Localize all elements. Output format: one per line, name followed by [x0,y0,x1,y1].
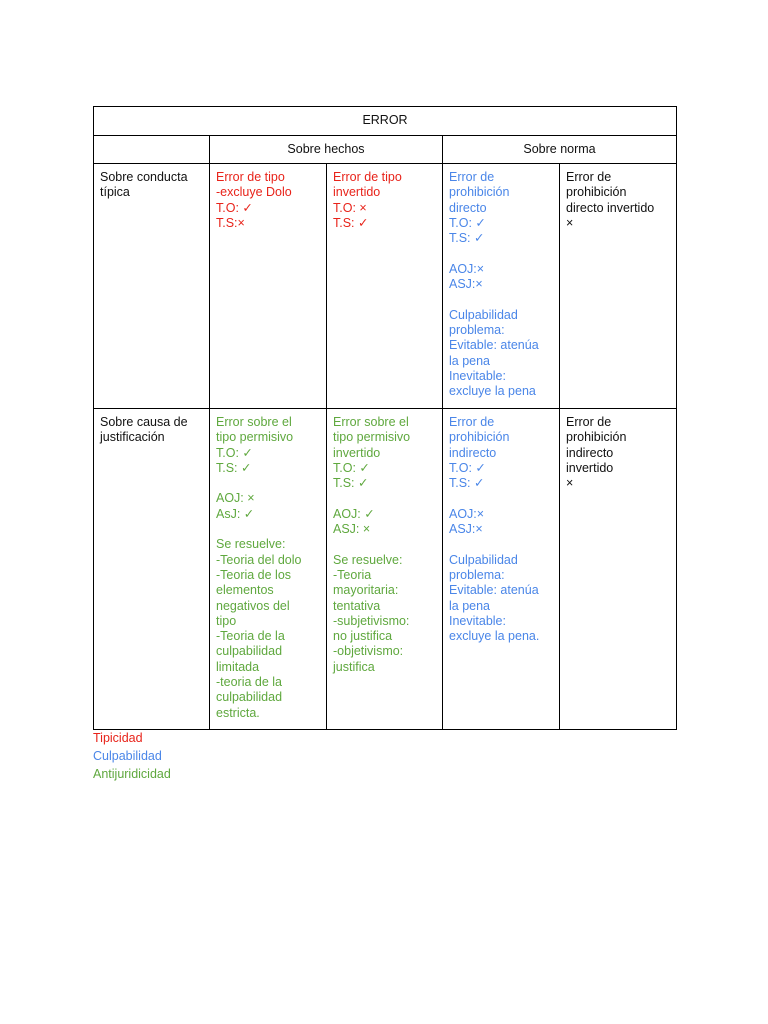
cell-text-line: indirecto [566,445,614,460]
cell-text-line: Culpabilidad [449,307,518,322]
cell-text-line: -Teoria de los [216,567,292,582]
cell-text-line: ASJ: × [333,522,371,537]
cell-text-line: tipo permisivo [333,430,411,445]
cell-text-line: prohibición [566,430,627,445]
cell-text-line: justificación [100,430,165,445]
cell-text-line: justifica [333,659,375,674]
legend-culpabilidad: Culpabilidad [93,749,162,763]
cell-text-line: culpabilidad [216,690,283,705]
cell-text-line: tentativa [333,598,381,613]
cell-text-line: prohibición [566,185,627,200]
legend-tipicidad: Tipicidad [93,731,143,745]
cell-text-line: Evitable: atenúa [449,583,539,598]
cell-text-line: invertido [333,445,381,460]
cell-text-line: Error sobre el [333,415,409,429]
cell-text-line: tipo permisivo [216,430,294,445]
legend-antijuridicidad: Antijuridicidad [93,767,171,781]
cell-text-line: AOJ:× [449,261,485,276]
cell-text-line: T.S: ✓ [449,231,485,246]
cell-text-line: AOJ: ✓ [333,506,375,521]
cell-error-prohibicion-directo-invertido [560,164,677,409]
cell-text-line: indirecto [449,445,497,460]
cell-text-line: × [566,476,574,491]
cell-spacer [449,292,553,307]
cell-text-line: -objetivismo: [333,644,404,659]
cell-text-line: Error de [449,415,495,429]
cell-text-line: mayoritaria: [333,583,399,598]
cell-text-line: T.S:× [216,215,245,230]
title-row [94,107,677,136]
cell-text-line: Error de [449,170,495,184]
row-conducta-tipica [94,164,677,409]
cell-text-line: T.S: ✓ [449,476,485,491]
cell-spacer [333,491,436,506]
empty-corner-cell [94,136,210,164]
group-header-row [94,136,677,164]
row-label-conducta-tipica [94,164,210,409]
cell-error-tipo-permisivo-invertido [327,409,443,730]
cell-text-line: Se resuelve: [333,552,403,567]
cell-text-line: T.O: ✓ [449,460,486,475]
cell-text-line: -Teoria del dolo [216,552,302,567]
cell-text-line: típica [100,185,130,200]
cell-text-line: no justifica [333,629,393,644]
cell-text-line: estricta. [216,705,260,720]
cell-text-line: Sobre conducta [100,170,188,184]
cell-text-line: la pena [449,353,491,368]
cell-text-line: negativos del [216,598,290,613]
cell-text-line: invertido [566,460,614,475]
cell-text-line: problema: [449,322,505,337]
cell-text-line: excluye la pena. [449,629,540,644]
cell-text-line: tipo [216,613,237,628]
cell-error-de-tipo-invertido [327,164,443,409]
error-table [93,106,677,730]
cell-error-tipo-permisivo [210,409,327,730]
cell-text-line: T.O: × [333,200,367,215]
cell-error-prohibicion-directo [443,164,560,409]
cell-text-line: invertido [333,185,381,200]
cell-text-line: AOJ: × [216,491,255,506]
cell-text-line: limitada [216,659,260,674]
cell-spacer [449,246,553,261]
cell-text-line: Error sobre el [216,415,292,429]
cell-text-line: prohibición [449,430,510,445]
cell-text-line: culpabilidad [216,644,283,659]
cell-spacer [216,522,320,537]
cell-text-line: T.S: ✓ [333,215,369,230]
cell-text-line: Culpabilidad [449,552,518,567]
cell-text-line: la pena [449,598,491,613]
row-causa-justificacion [94,409,677,730]
cell-text-line: Sobre causa de [100,415,188,429]
cell-error-prohibicion-indirecto [443,409,560,730]
cell-text-line: Error de [566,170,612,184]
cell-text-line: T.O: ✓ [449,215,486,230]
cell-spacer [449,537,553,552]
cell-text-line: -Teoria de la [216,629,285,644]
cell-text-line: T.O: ✓ [333,460,370,475]
cell-text-line: AOJ:× [449,506,485,521]
cell-text-line: Inevitable: [449,368,506,383]
cell-text-line: Evitable: atenúa [449,338,539,353]
cell-text-line: AsJ: ✓ [216,506,255,521]
cell-text-line: directo invertido [566,200,655,215]
cell-error-de-tipo [210,164,327,409]
cell-text-line: directo [449,200,487,215]
cell-text-line: T.S: ✓ [333,476,369,491]
cell-text-line: problema: [449,567,505,582]
table-title: ERROR [94,107,677,136]
cell-text-line: T.O: ✓ [216,445,253,460]
cell-text-line: prohibición [449,185,510,200]
cell-text-line: -teoria de la [216,675,283,690]
cell-text-line: Error de tipo [333,170,402,184]
cell-text-line: excluye la pena [449,384,536,399]
cell-text-line: ASJ:× [449,277,483,292]
cell-spacer [449,491,553,506]
cell-text-line: × [566,215,574,230]
cell-spacer [333,537,436,552]
color-legend [93,729,171,783]
cell-text-line: -Teoria [333,567,372,582]
cell-text-line: T.S: ✓ [216,460,252,475]
cell-text-line: Inevitable: [449,613,506,628]
cell-text-line: T.O: ✓ [216,200,253,215]
cell-text-line: elementos [216,583,274,598]
cell-text-line: Se resuelve: [216,537,286,552]
cell-error-prohibicion-indirecto-invertido [560,409,677,730]
row-label-causa-justificacion [94,409,210,730]
cell-text-line: ASJ:× [449,522,483,537]
cell-text-line: -excluye Dolo [216,185,292,200]
cell-text-line: -subjetivismo: [333,613,410,628]
header-sobre-norma: Sobre norma [443,136,677,164]
cell-spacer [216,476,320,491]
header-sobre-hechos: Sobre hechos [210,136,443,164]
cell-text-line: Error de [566,415,612,429]
cell-text-line: Error de tipo [216,170,285,184]
